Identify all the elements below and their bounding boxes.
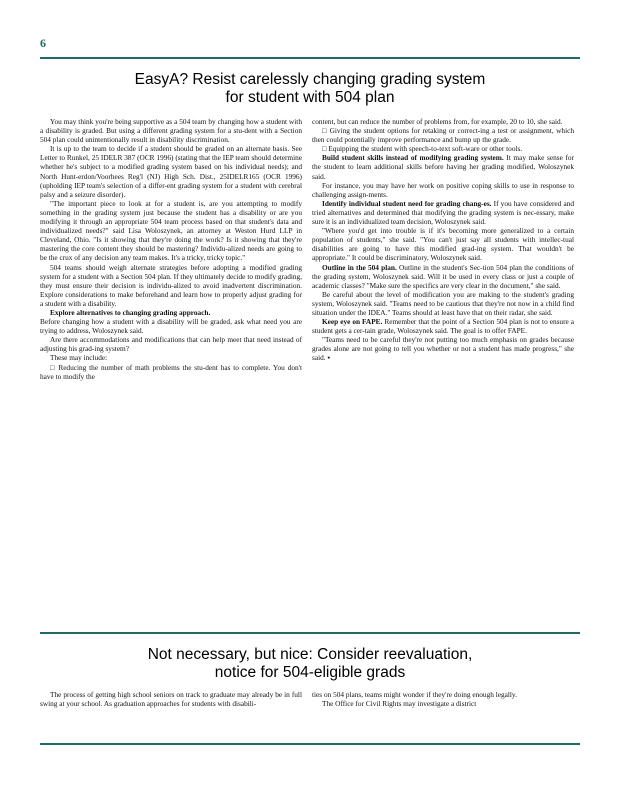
article2-headline-line1: Not necessary, but nice: Consider reevaluation, <box>147 646 473 663</box>
article2-right-column <box>312 690 574 708</box>
article2-left-paragraph: The process of getting high school seniors on track to graduate may already be in full swing at your school. As graduation approaches for students with disabili- <box>40 690 302 709</box>
article1-right-paragraph: Identify individual student need for grading chang-es. If you have considered and tried alternatives and determined that modifying the grading system is nec-essary, make sure it is an individualized team decision, Woloszynek said. <box>312 198 574 227</box>
article1-right-paragraph: content, but can reduce the number of problems from, for example, 20 to 10, she said. <box>312 117 563 126</box>
article1-left-paragraph: 504 teams should weigh alternate strategies before adopting a modified grading system for a student with a Section 504 plan. If they ultimately decide to modify grading, they must ensure their decision is individu-alized to avoid inadvertent discrimination. Explore considerations to make beforehand and learn how to properly adjust grading for a student with a disability. <box>40 262 302 308</box>
article2-right-paragraph: ties on 504 plans, teams might wonder if they're doing enough legally. <box>312 690 517 699</box>
article1-headline-line1: EasyA? Resist carelessly changing grading system <box>134 71 486 88</box>
article1-right-paragraph: For instance, you may have her work on positive coping skills to use in response to challenging assign-ments. <box>312 180 574 199</box>
article1-left-paragraph: It is up to the team to decide if a student should be graded on an alternate basis. See Letter to Runkel, 25 IDELR 387 (OCR 1996) (stating that the IEP team should determine whether he's subject to a modified grading system based on his individual needs); and North Hunt-erdon/Voorhees Reg'l (NJ) High Sch. Dist., 25IDELR165 (OCR 1996) (upholding IEP team's selection of a differ-ent grading system for a student with cerebral palsy and a seizure disorder). <box>40 144 302 199</box>
article1-left-column <box>40 117 302 381</box>
article1-right-paragraph: Be careful about the level of modification you are making to the student's grading system, Woloszynek said. "Teams need to be cautious that they're not now in a child find situation under the IDEA." Teams should at least have that on their radar, she said. <box>312 289 574 317</box>
section-divider <box>40 632 580 634</box>
article1-left-paragraph: These may include: <box>50 353 108 363</box>
article1-right-paragraph: Outline in the 504 plan. Outline in the student's Sec-tion 504 plan the conditions of the grading system, Woloszynek said. Will it be used in every class or just a couple of academic classes? "Make sure the specifics are very clear in the document," she said. <box>312 262 574 290</box>
top-rule <box>40 57 580 59</box>
article1-left-paragraph: "The important piece to look at for a student is, are you attempting to modify something in the grading system just because the student has a disability or are you modifying it through an appropriate 504 team process based on that student's data and individualized needs?" said Lisa Woloszynek, an attorney at Weston Hurd LLP in Cleveland, Ohio. "Is it showing that they're doing the work? Is it showing that they're mastering the core content they should be mastering? Individu-alized needs are going to be the crux of any decision any team makes. It's a tricky, tricky topic." <box>40 198 302 263</box>
article1-right-paragraph: □ Giving the student options for retaking or correct-ing a test or assignment, which then could potentially improve performance and bump up the grade. <box>312 126 574 145</box>
article2-right-paragraph: The Office for Civil Rights may investigate a district <box>322 699 477 709</box>
article2-left-column <box>40 690 302 708</box>
article1-right-paragraph: Keep eye on FAPE. Remember that the point of a Section 504 plan is not to ensure a student gets a cer-tain grade, Woloszynek said. The goal is to offer FAPE. <box>312 317 574 336</box>
article1-left-paragraph: Before changing how a student with a disability will be graded, ask what need you are trying to address, Woloszynek said. <box>40 317 302 336</box>
article1-right-paragraph: "Teams need to be careful they're not putting too much emphasis on grades because grades alone are not going to tell you whether or not a student has made progress," she said. ▪ <box>312 335 574 363</box>
article2-headline <box>40 646 580 682</box>
article1-left-paragraph: Are there accommodations and modifications that can help meet that need instead of adjusting his grad-ing system? <box>40 335 302 354</box>
article1-headline-line2: for student with 504 plan <box>225 89 395 106</box>
article1-right-paragraph: "Where you'd get into trouble is if it's becoming more generalized to a certain population of students," she said. "You can't just say all students with intellec-tual disabilities are going to have this modified grad-ing system. That wouldn't be appropriate." It could be discriminatory, Woloszynek said. <box>312 226 574 263</box>
page-number: 6 <box>40 36 46 50</box>
article1-headline <box>40 71 580 107</box>
article1-right-paragraph: □ Equipping the student with speech-to-text soft-ware or other tools. <box>322 144 523 154</box>
article1-right-column <box>312 117 574 363</box>
article1-left-paragraph: You may think you're being supportive as a 504 team by changing how a student with a disability is graded. But using a different grading system for a stu-dent with a Section 504 plan could unintentionally result in disability discrimination. <box>40 117 302 145</box>
bottom-rule <box>40 743 580 745</box>
article1-left-paragraph: □ Reducing the number of math problems the stu-dent has to complete. You don't have to modify the <box>40 362 302 381</box>
article1-left-paragraph: Explore alternatives to changing grading approach. <box>50 307 211 317</box>
article2-headline-line2: notice for 504-eligible grads <box>214 664 406 681</box>
article1-right-paragraph: Build student skills instead of modifying grading system. It may make sense for the student to learn additional skills before having her grading modified, Woloszynek said. <box>312 153 574 181</box>
